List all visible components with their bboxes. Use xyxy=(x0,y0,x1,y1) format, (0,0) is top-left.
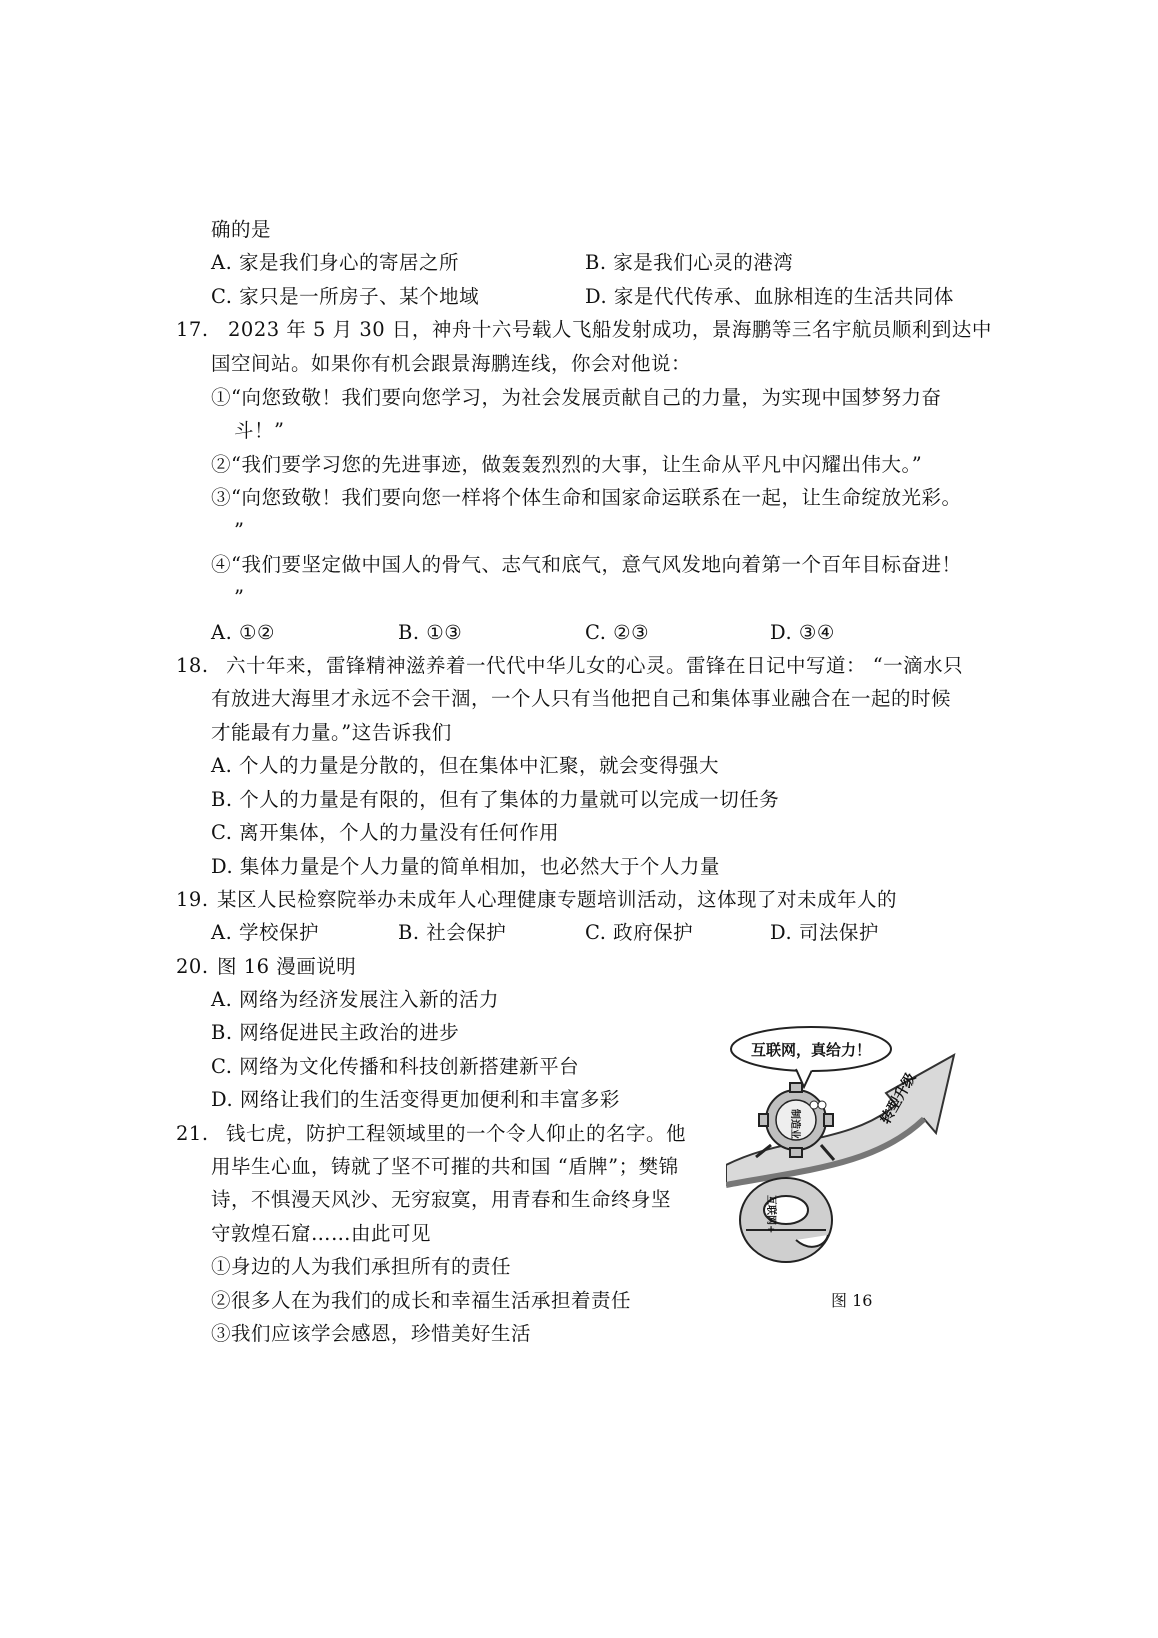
q16-option-b: B. 家是我们心灵的港湾 xyxy=(585,251,794,274)
q17-option-d: D. ③④ xyxy=(770,621,835,644)
gear-character xyxy=(756,1083,834,1160)
q21-item-1: ①身边的人为我们承担所有的责任 xyxy=(211,1255,512,1278)
q16-option-c: C. 家只是一所房子、某个地域 xyxy=(211,285,480,308)
q21-number: 21. xyxy=(176,1122,209,1145)
q19-option-b: B. 社会保护 xyxy=(398,921,507,944)
figure-caption: 图 16 xyxy=(831,1291,873,1310)
q20-option-c: C. 网络为文化传播和科技创新搭建新平台 xyxy=(211,1055,580,1078)
e-label: 互联网+ xyxy=(765,1195,776,1234)
cartoon-figure-16 xyxy=(726,1025,971,1280)
q19-option-d: D. 司法保护 xyxy=(770,921,879,944)
q17-item-1: ①“向您致敬！我们要向您学习，为社会发展贡献自己的力量，为实现中国梦努力奋 xyxy=(211,386,942,409)
q18-stem-line-1: 六十年来，雷锋精神滋养着一代代中华儿女的心灵。雷锋在日记中写道： “一滴水只 xyxy=(226,654,964,677)
q18-stem-line-2: 有放进大海里才永远不会干涸，一个人只有当他把自己和集体事业融合在一起的时候 xyxy=(211,687,952,710)
q20-option-b: B. 网络促进民主政治的进步 xyxy=(211,1021,460,1044)
q17-number: 17. xyxy=(176,318,209,341)
q17-option-c: C. ②③ xyxy=(585,621,650,644)
speech-bubble xyxy=(731,1027,891,1087)
q17-item-3-cont: ” xyxy=(234,519,245,542)
q16-option-a: A. 家是我们身心的寄居之所 xyxy=(211,251,459,274)
q17-stem-line-2: 国空间站。如果你有机会跟景海鹏连线，你会对他说： xyxy=(211,352,692,375)
q18-stem-line-3: 才能最有力量。”这告诉我们 xyxy=(211,721,452,744)
q19-option-c: C. 政府保护 xyxy=(585,921,694,944)
q21-stem-line-4: 守敦煌石窟……由此可见 xyxy=(211,1222,432,1245)
q17-option-b: B. ①③ xyxy=(398,621,463,644)
q18-option-b: B. 个人的力量是有限的，但有了集体的力量就可以完成一切任务 xyxy=(211,788,780,811)
q21-stem-line-2: 用毕生心血，铸就了坚不可摧的共和国 “盾牌”；樊锦 xyxy=(211,1155,679,1178)
q18-option-d: D. 集体力量是个人力量的简单相加，也必然大于个人力量 xyxy=(211,855,720,878)
q19-number: 19. xyxy=(176,888,209,911)
q17-item-4: ④“我们要坚定做中国人的骨气、志气和底气，意气风发地向着第一个百年目标奋进！ xyxy=(211,553,962,576)
q20-stem: 图 16 漫画说明 xyxy=(217,955,357,978)
q21-stem-line-1: 钱七虎，防护工程领域里的一个令人仰止的名字。他 xyxy=(226,1122,687,1145)
q17-option-a: A. ①② xyxy=(211,621,275,644)
q17-item-1-cont: 斗！” xyxy=(234,419,285,442)
q21-stem-line-3: 诗，不惧漫天风沙、无穷寂寞，用青春和生命终身坚 xyxy=(211,1188,672,1211)
q20-number: 20. xyxy=(176,955,209,978)
q19-option-a: A. 学校保护 xyxy=(211,921,319,944)
q18-option-a: A. 个人的力量是分散的，但在集体中汇聚，就会变得强大 xyxy=(211,754,719,777)
q17-item-3: ③“向您致敬！我们要向您一样将个体生命和国家命运联系在一起，让生命绽放光彩。 xyxy=(211,486,962,509)
q18-option-c: C. 离开集体，个人的力量没有任何作用 xyxy=(211,821,560,844)
q21-item-2: ②很多人在为我们的成长和幸福生活承担着责任 xyxy=(211,1289,632,1312)
q16-option-d: D. 家是代代传承、血脉相连的生活共同体 xyxy=(585,285,954,308)
arrow-label: 转型升级 xyxy=(877,1070,920,1127)
q17-item-2: ②“我们要学习您的先进事迹，做轰轰烈烈的大事，让生命从平凡中闪耀出伟大。” xyxy=(211,453,923,476)
internet-plus-e xyxy=(740,1178,832,1262)
q18-number: 18. xyxy=(176,654,209,677)
q17-stem-line-1: 2023 年 5 月 30 日，神舟十六号载人飞船发射成功，景海鹏等三名宇航员顺利到达中 xyxy=(228,318,992,341)
q17-item-4-cont: ” xyxy=(234,586,245,609)
speech-bubble-text: 互联网，真给力！ xyxy=(750,1041,872,1059)
q19-stem: 某区人民检察院举办未成年人心理健康专题培训活动，这体现了对未成年人的 xyxy=(217,888,898,911)
q20-option-d: D. 网络让我们的生活变得更加便利和丰富多彩 xyxy=(211,1088,620,1111)
gear-label: 制造业 xyxy=(789,1109,800,1139)
q16-stem-tail: 确的是 xyxy=(211,218,272,241)
q21-item-3: ③我们应该学会感恩，珍惜美好生活 xyxy=(211,1322,532,1345)
q20-option-a: A. 网络为经济发展注入新的活力 xyxy=(211,988,499,1011)
